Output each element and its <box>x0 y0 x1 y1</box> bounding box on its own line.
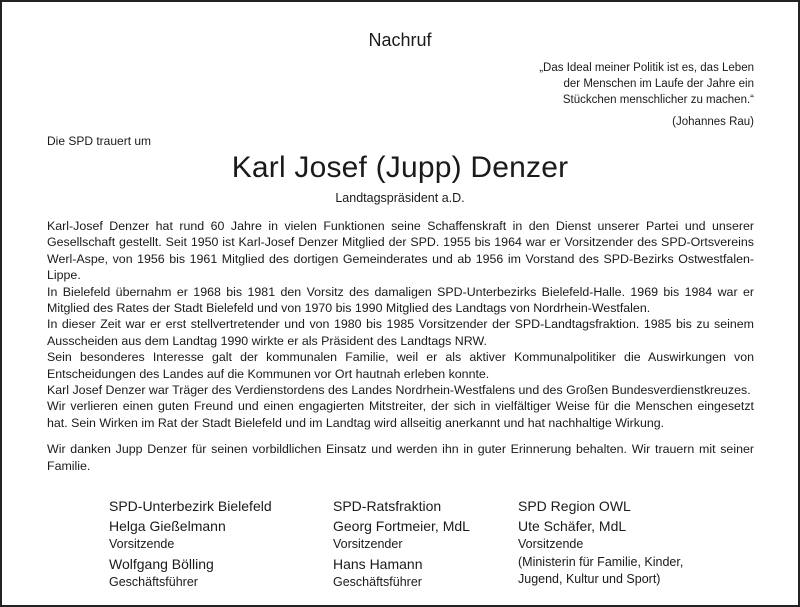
signature-org: SPD-Unterbezirk Bielefeld <box>109 498 272 514</box>
signature-role: Geschäftsführer <box>109 574 198 589</box>
signature-person: Georg Fortmeier, MdL <box>333 518 470 534</box>
signature-block <box>109 496 272 591</box>
quote-line: „Das Ideal meiner Politik ist es, das Leben <box>539 62 754 74</box>
signature-role: Geschäftsführer <box>333 574 422 589</box>
signature-person: Helga Gießelmann <box>109 518 226 534</box>
signature-block <box>518 496 683 589</box>
paragraph: Wir verlieren einen guten Freund und einen engagierten Mitstreiter, der sich in vielfältiger Weise für die Menschen eingesetzt hat. Sein Wirken im Rat der Stadt Bielefeld und im Landtag wird allseitig anerkannt und hat nachhaltige Wirkung. <box>47 399 754 430</box>
quote-line: Stückchen menschlicher zu machen.“ <box>562 94 754 106</box>
quote-line: der Menschen im Laufe der Jahre ein <box>563 78 754 90</box>
signature-person: Wolfgang Bölling <box>109 555 214 572</box>
signature-role: (Ministerin für Familie, Kinder, <box>518 554 684 569</box>
paragraph: Wir danken Jupp Denzer für seinen vorbildlichen Einsatz und werden ihn in guter Erinnerung behalten. Wir trauern mit seiner Familie. <box>47 442 754 473</box>
signature-block <box>333 496 470 591</box>
signature-org: SPD-Ratsfraktion <box>333 498 442 514</box>
paragraph: Karl Josef Denzer war Träger des Verdienstordens des Landes Nordrhein-Westfalens und des Großen Bundesverdienstkreuzes. <box>47 383 751 398</box>
notice-heading: Nachruf <box>368 30 432 50</box>
deceased-title: Landtagspräsident a.D. <box>335 191 465 205</box>
paragraph: In Bielefeld übernahm er 1968 bis 1981 den Vorsitz des damaligen SPD-Unterbezirks Bielefeld-Halle. 1969 bis 1984 war er Mitglied des Rates der Stadt Bielefeld und von 1970 bis 1990 Mitglied des Landtags von Nordrhein-Westfalen. <box>47 284 754 316</box>
signature-role: Vorsitzender <box>333 537 403 551</box>
signature-role: Vorsitzende <box>109 537 175 551</box>
signature-role: Jugend, Kultur und Sport) <box>518 572 661 586</box>
signature-org: SPD Region OWL <box>518 498 631 514</box>
paragraph: Sein besonderes Interesse galt der kommunalen Familie, weil er als aktiver Kommunalpolitiker die Auswirkungen von Entscheidungen des Landes auf die Kommunen vor Ort hautnah erleben konnte. <box>47 350 754 381</box>
obituary-body <box>47 218 754 474</box>
signature-person: Hans Hamann <box>333 555 423 572</box>
deceased-name: Karl Josef (Jupp) Denzer <box>231 151 569 184</box>
paragraph: Karl-Josef Denzer hat rund 60 Jahre in vielen Funktionen seine Schaffenskraft in den Dienst unserer Partei und unserer Gesellschaft gestellt. Seit 1950 ist Karl-Josef Denzer Mitglied der SPD. 1955 bis 1964 war er Vorsitzender des SPD-Ortsvereins Werl-Aspe, von 1956 bis 1961 Mitglied des dortigen Gemeinderates und ab 1956 im Vorstand des SPD-Bezirks Ostwestfalen-Lippe. <box>47 219 754 283</box>
signature-role: Vorsitzende <box>518 537 584 551</box>
paragraph: In dieser Zeit war er erst stellvertretender und von 1980 bis 1985 Vorsitzender der SPD-Landtagsfraktion. 1985 bis zu seinem Ausscheiden aus dem Landtag 1990 wirkte er als Präsident des Landtags NRW. <box>47 317 754 348</box>
quote-block <box>424 60 754 130</box>
intro-text: Die SPD trauert um <box>47 134 152 148</box>
signature-person: Ute Schäfer, MdL <box>518 518 627 534</box>
quote-author: (Johannes Rau) <box>672 116 754 128</box>
